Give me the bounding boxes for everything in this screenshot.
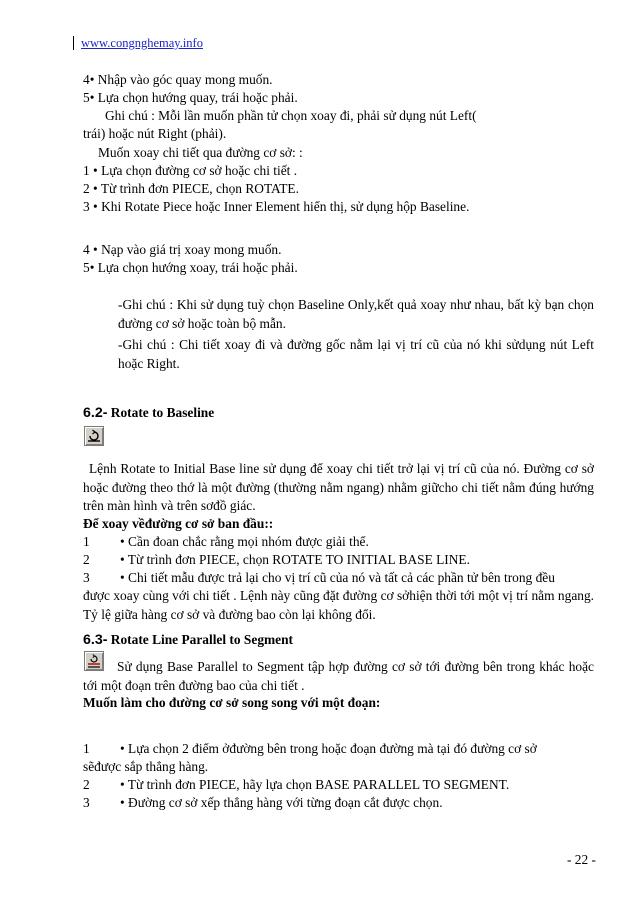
rotate-baseline-icon: [84, 426, 104, 446]
step-text-continued: sẽđược sắp thẳng hàng.: [83, 759, 209, 774]
text-line: 3 • Khi Rotate Piece hoặc Inner Element hiển thị, sử dụng hộp Baseline.: [83, 199, 470, 214]
text-line: 5• Lựa chọn hướng xoay, trái hoặc phải.: [83, 260, 298, 275]
header-url-link[interactable]: www.congnghemay.info: [81, 36, 203, 50]
step-number: 3: [83, 570, 90, 585]
section-title: Rotate Line Parallel to Segment: [107, 632, 294, 647]
text-line: 4 • Nạp vào giá trị xoay mong muốn.: [83, 242, 282, 257]
section-number: 6.2-: [83, 405, 108, 421]
step-text: • Cần đoan chắc rằng mọi nhóm được giải thể.: [120, 534, 369, 549]
section-subheading: Để xoay vềđường cơ sở ban đầu::: [83, 516, 274, 531]
step-number: 1: [83, 741, 90, 756]
text-line: Muốn xoay chi tiết qua đường cơ sở: :: [98, 145, 303, 160]
note-paragraph: -Ghi chú : Chi tiết xoay đi và đường gốc nằm lại vị trí cũ của nó khi sửdụng nút Left hoặc Right.: [118, 337, 594, 371]
step-number: 2: [83, 552, 90, 567]
section-paragraph: Lệnh Rotate to Initial Base line sử dụng để xoay chi tiết trở lại vị trí cũ của nó. Đường cơ sở hoặc đường theo thớ là một đường (thường nằm ngang) nhằm giữcho chi tiết nằm đúng hướng trên màn hình và trên sơđồ giác.: [83, 461, 594, 513]
section-subheading: Muốn làm cho đường cơ sở song song với một đoạn:: [83, 695, 381, 710]
step-text: • Chi tiết mẫu được trả lại cho vị trí cũ của nó và tất cả các phần tử bên trong đều: [120, 570, 555, 585]
text-line: 1 • Lựa chọn đường cơ sở hoặc chi tiết .: [83, 163, 298, 178]
step-number: 2: [83, 777, 90, 792]
step-text: • Lựa chọn 2 điểm ởđường bên trong hoặc đoạn đường mà tại đó đường cơ sở: [120, 741, 537, 756]
step-text: • Đường cơ sở xếp thẳng hàng với từng đoạn cắt được chọn.: [120, 795, 443, 810]
section-paragraph: được xoay cùng với chi tiết . Lệnh này cũng đặt đường cơ sởhiện thời tới một vị trí nằm ngang. Tỷ lệ giữa hàng cơ sở và đường bao còn lại không đổi.: [83, 588, 594, 622]
text-line: Ghi chú : Mỗi lần muốn phần tử chọn xoay đi, phải sử dụng nút Left(: [105, 108, 477, 123]
section-number: 6.3-: [83, 632, 108, 648]
page-number: - 22 -: [566, 852, 596, 867]
text-line: 5• Lựa chọn hướng quay, trái hoặc phải.: [83, 90, 298, 105]
note-paragraph: -Ghi chú : Khi sử dụng tuỳ chọn Baseline Only,kết quả xoay như nhau, bất kỳ bạn chọn đường cơ sở hoặc toàn bộ mẫn.: [118, 297, 594, 331]
step-number: 1: [83, 534, 90, 549]
section-title: Rotate to Baseline: [107, 405, 215, 420]
text-line: 4• Nhập vào góc quay mong muốn.: [83, 72, 273, 87]
text-line: trái) hoặc nút Right (phải).: [83, 126, 227, 141]
text-line: 2 • Từ trình đơn PIECE, chọn ROTATE.: [83, 181, 299, 196]
section-heading-6-2: [83, 404, 214, 423]
step-text: • Từ trình đơn PIECE, chọn ROTATE TO INITIAL BASE LINE.: [120, 552, 470, 567]
header-rule: [73, 36, 74, 50]
step-number: 3: [83, 795, 90, 810]
section-paragraph: Sử dụng Base Parallel to Segment tập hợp đường cơ sở tới đường bên trong khác hoặc tới một đoạn trên đường bao của chi tiết .: [83, 659, 594, 693]
step-text: • Từ trình đơn PIECE, hãy lựa chọn BASE PARALLEL TO SEGMENT.: [120, 777, 510, 792]
section-heading-6-3: [83, 631, 293, 650]
